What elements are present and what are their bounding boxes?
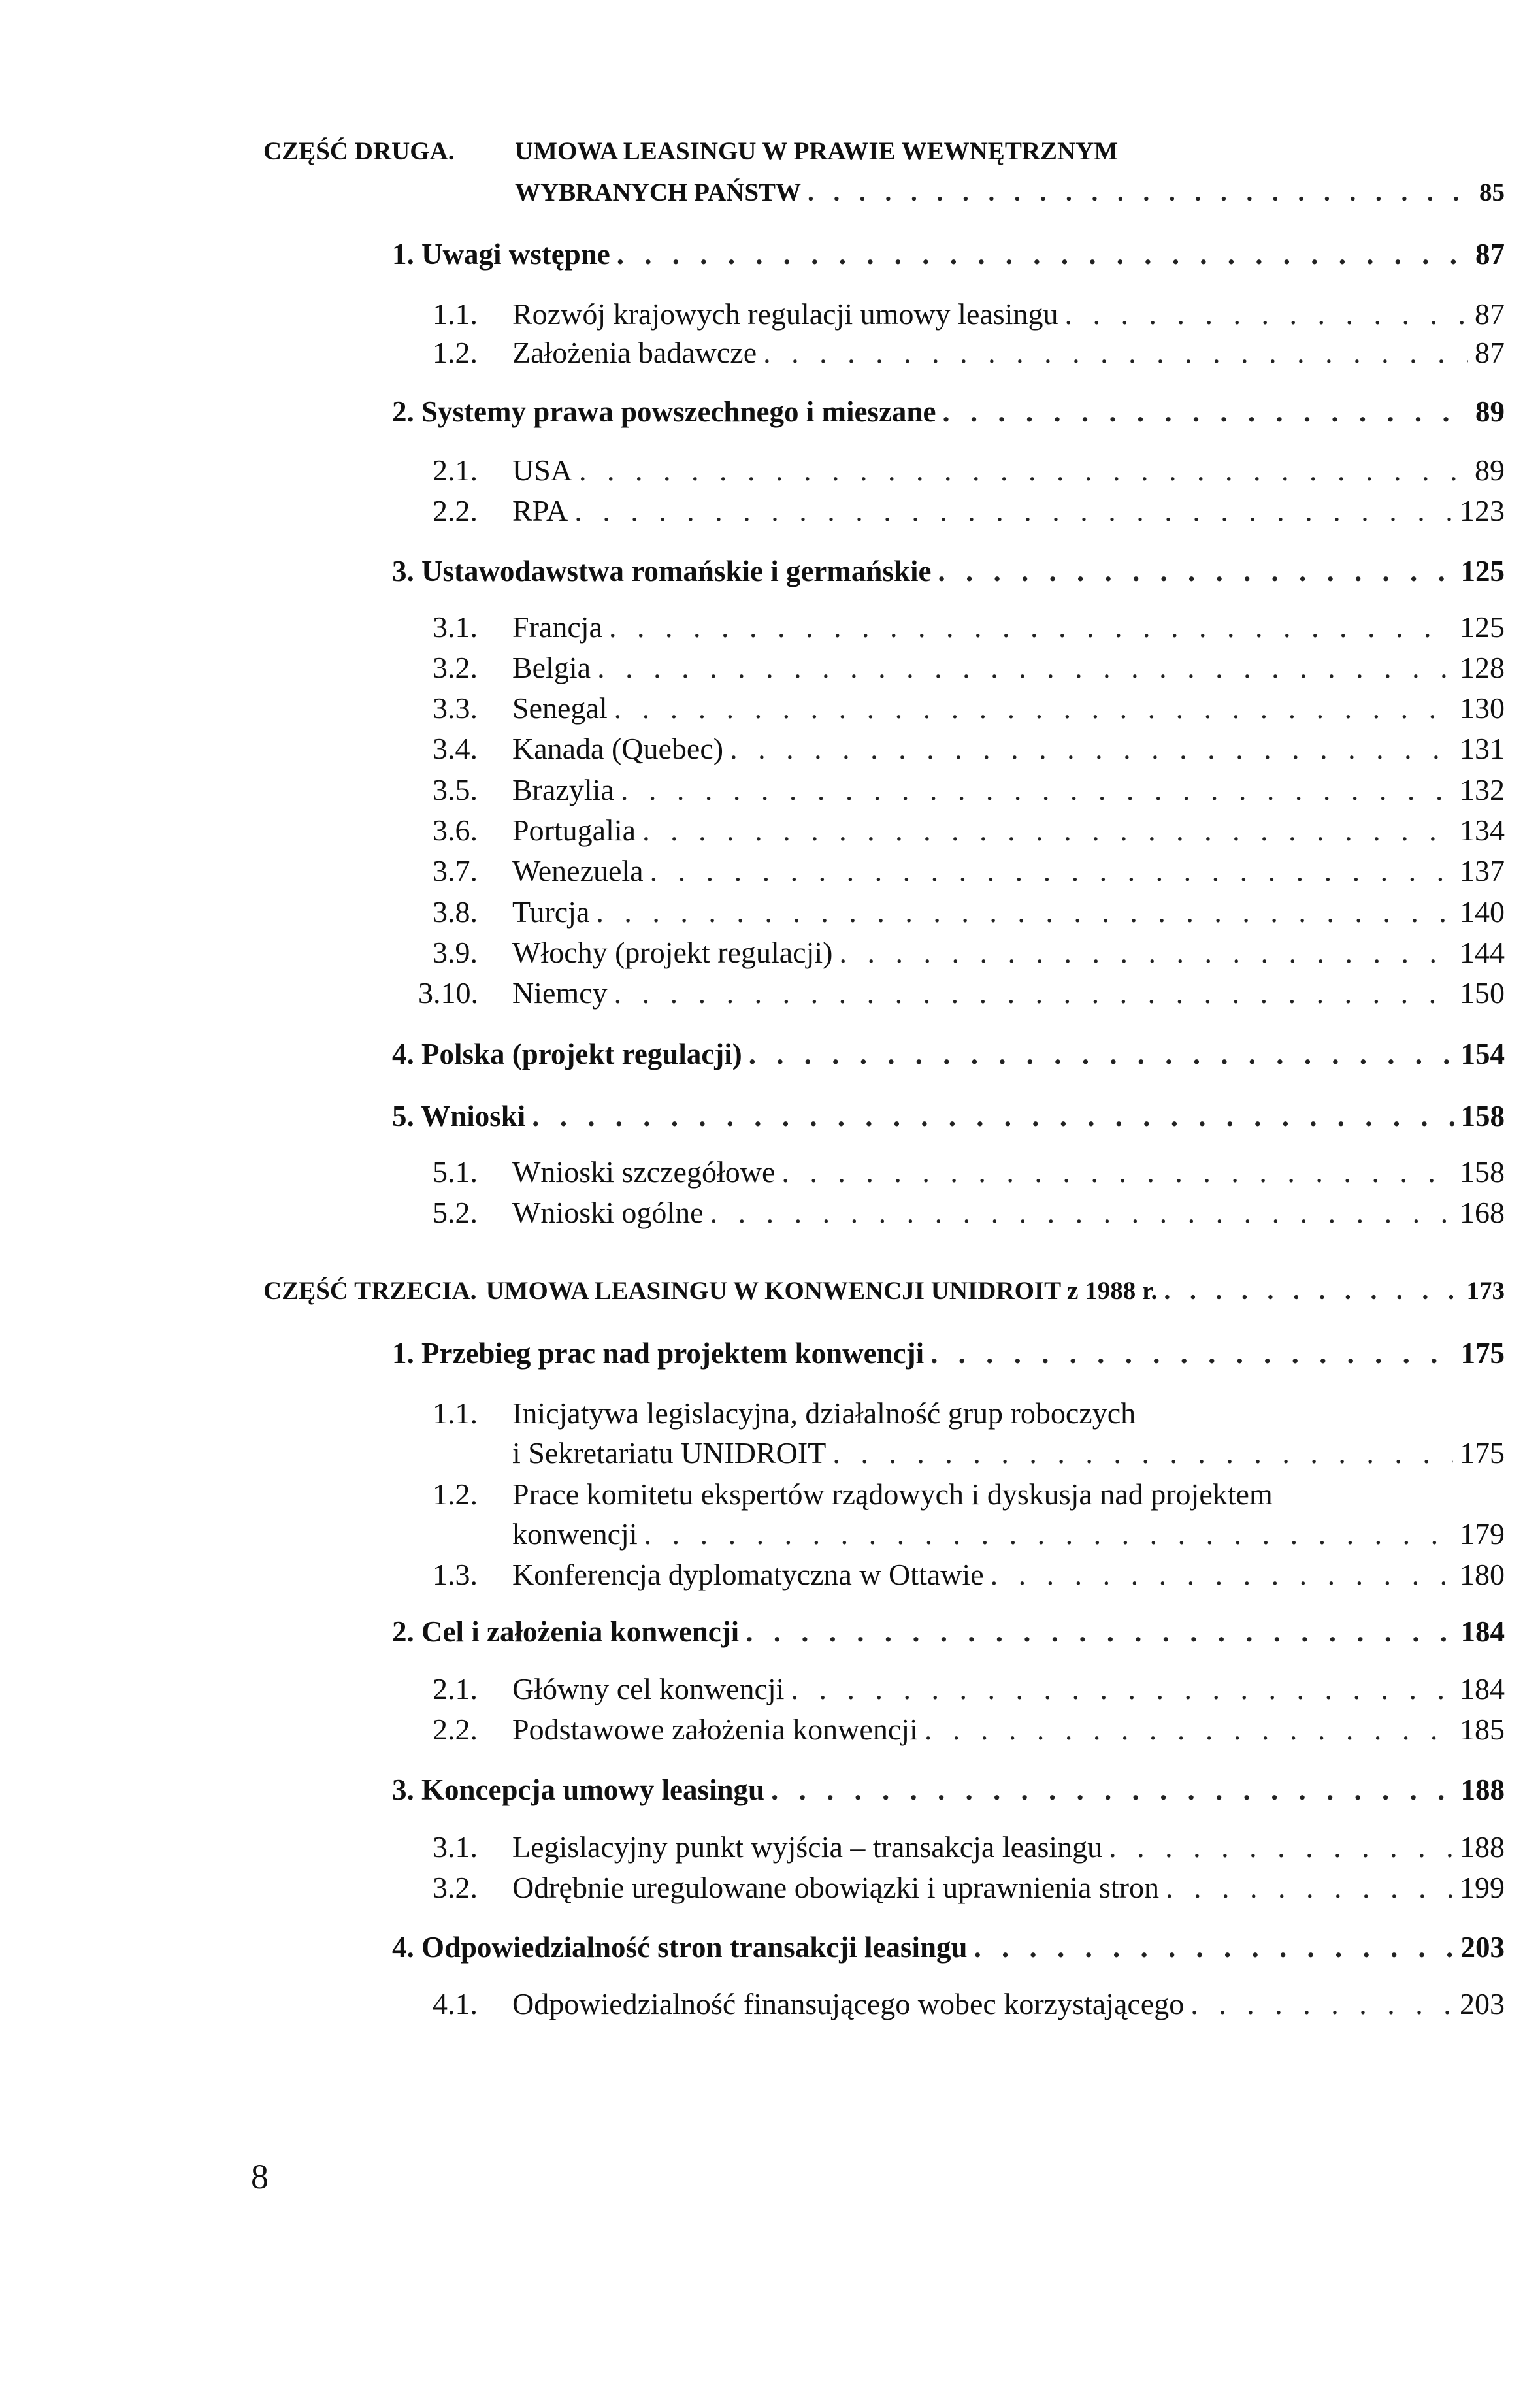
dot-leader xyxy=(1064,299,1468,329)
toc-entry-title: RPA xyxy=(512,494,568,527)
page-ref: 87 xyxy=(1475,238,1505,271)
part-two-title-line1: UMOWA LEASINGU W PRAWIE WEWNĘTRZNYM xyxy=(515,137,1119,165)
toc-entry-przebieg[interactable] xyxy=(392,1339,1505,1368)
toc-entry-title: 1. Przebieg prac nad projektem konwencji xyxy=(392,1337,925,1370)
toc-entry-title-continued: konwencji xyxy=(512,1517,638,1551)
dot-leader xyxy=(991,1560,1453,1590)
dot-leader xyxy=(925,1715,1453,1745)
toc-entry-p3-3-1[interactable] xyxy=(433,1832,1505,1862)
page-ref: 173 xyxy=(1466,1277,1505,1305)
part-three-label: CZĘŚĆ TRZECIA. xyxy=(263,1277,477,1305)
dot-leader xyxy=(1109,1832,1453,1862)
toc-entry-title: Odrębnie uregulowane obowiązki i uprawnienia stron xyxy=(512,1871,1159,1904)
toc-entry-title: Portugalia xyxy=(512,814,636,847)
page-ref: 125 xyxy=(1460,555,1505,587)
part-two-title-line2: WYBRANYCH PAŃSTW xyxy=(515,178,802,206)
page-ref: 144 xyxy=(1460,936,1505,969)
toc-entry-title: 4. Odpowiedzialność stron transakcji leasingu xyxy=(392,1931,968,1964)
page-number: 8 xyxy=(251,2157,269,2196)
entry-number: 2.1. xyxy=(433,453,478,487)
dot-leader xyxy=(617,240,1469,269)
toc-entry-p3-1-2-line1[interactable] xyxy=(433,1479,1505,1509)
dot-leader xyxy=(791,1674,1453,1704)
toc-entry-title: Belgia xyxy=(512,651,591,684)
part-three-heading[interactable] xyxy=(263,1278,1505,1304)
entry-number: 1.3. xyxy=(433,1558,478,1591)
entry-number: 3.4. xyxy=(433,732,478,765)
toc-entry-p3-1-2-line2[interactable] xyxy=(512,1519,1505,1549)
toc-entry-title: 2. Systemy prawa powszechnego i mieszane xyxy=(392,395,936,428)
entry-number: 5.2. xyxy=(433,1196,478,1229)
toc-entry-title: Senegal xyxy=(512,691,608,725)
page-ref: 131 xyxy=(1460,732,1505,765)
toc-entry-2-2[interactable] xyxy=(433,496,1505,526)
page-ref: 158 xyxy=(1460,1100,1505,1132)
toc-entry-3-4[interactable] xyxy=(433,734,1505,764)
toc-entry-3-6[interactable] xyxy=(433,816,1505,846)
dot-leader xyxy=(930,1339,1454,1368)
page-ref: 180 xyxy=(1460,1558,1505,1591)
dot-leader xyxy=(642,816,1453,846)
part-two-label: CZĘŚĆ DRUGA. xyxy=(263,137,455,165)
toc-entry-title: 4. Polska (projekt regulacji) xyxy=(392,1038,742,1070)
toc-entry-title: Wnioski szczegółowe xyxy=(512,1155,776,1189)
page-ref: 89 xyxy=(1475,395,1505,428)
toc-entry-3-2[interactable] xyxy=(433,653,1505,683)
toc-entry-3-1[interactable] xyxy=(433,612,1505,642)
toc-entry-p3-1-3[interactable] xyxy=(433,1560,1505,1590)
toc-entry-title: Turcja xyxy=(512,895,590,929)
page-ref: 199 xyxy=(1460,1871,1505,1904)
toc-entry-3-5[interactable] xyxy=(433,775,1505,805)
entry-number: 4.1. xyxy=(433,1987,478,2020)
page-ref: 85 xyxy=(1479,178,1505,206)
entry-number: 3.3. xyxy=(433,691,478,725)
toc-entry-title: Włochy (projekt regulacji) xyxy=(512,936,833,969)
toc-entry-5-1[interactable] xyxy=(433,1157,1505,1187)
toc-entry-title: Główny cel konwencji xyxy=(512,1672,785,1705)
page-ref: 123 xyxy=(1460,494,1505,527)
toc-entry-p3-3-2[interactable] xyxy=(433,1873,1505,1903)
toc-entry-title: 5. Wnioski xyxy=(392,1100,526,1132)
entry-number: 1.1. xyxy=(433,1396,478,1430)
page-ref: 185 xyxy=(1460,1713,1505,1746)
page-ref: 128 xyxy=(1460,651,1505,684)
toc-entry-title: Wnioski ogólne xyxy=(512,1196,704,1229)
page-ref: 130 xyxy=(1460,691,1505,725)
page-ref: 132 xyxy=(1460,773,1505,806)
dot-leader xyxy=(808,180,1473,205)
page-ref: 188 xyxy=(1460,1773,1505,1806)
dot-leader xyxy=(574,496,1453,526)
toc-entry-title: Założenia badawcze xyxy=(512,336,757,369)
toc-entry-odpowiedzialnosc[interactable] xyxy=(392,1933,1505,1962)
entry-number: 3.6. xyxy=(433,814,478,847)
toc-entry-3-7[interactable] xyxy=(433,856,1505,886)
toc-entry-title: 3. Ustawodawstwa romańskie i germańskie xyxy=(392,555,932,587)
toc-entry-title: Konferencja dyplomatyczna w Ottawie xyxy=(512,1558,984,1591)
entry-number: 3.7. xyxy=(433,854,478,887)
entry-number: 1.2. xyxy=(433,1477,478,1511)
toc-entry-p3-2-1[interactable] xyxy=(433,1674,1505,1704)
dot-leader xyxy=(621,775,1453,805)
dot-leader xyxy=(781,1157,1453,1187)
toc-entry-title: 2. Cel i założenia konwencji xyxy=(392,1615,740,1648)
entry-number: 1.1. xyxy=(433,297,478,331)
page-ref: 87 xyxy=(1475,336,1505,369)
page-ref: 203 xyxy=(1460,1987,1505,2020)
dot-leader xyxy=(579,455,1468,486)
page-ref: 154 xyxy=(1460,1038,1505,1070)
page-ref: 184 xyxy=(1460,1615,1505,1648)
dot-leader xyxy=(710,1198,1453,1228)
toc-entry-3-9[interactable] xyxy=(433,938,1505,968)
page-ref: 89 xyxy=(1475,453,1505,487)
page-ref: 175 xyxy=(1460,1337,1505,1370)
dot-leader xyxy=(832,1438,1453,1468)
toc-entry-title: 3. Koncepcja umowy leasingu xyxy=(392,1773,765,1806)
toc-entry-title: Podstawowe założenia konwencji xyxy=(512,1713,918,1746)
toc-entry-title: Odpowiedzialność finansującego wobec korzystającego xyxy=(512,1987,1185,2020)
dot-leader xyxy=(771,1775,1454,1805)
toc-entry-3-10[interactable] xyxy=(418,978,1505,1008)
dot-leader xyxy=(1190,1989,1453,2019)
page-ref: 87 xyxy=(1475,297,1505,331)
entry-number: 2.1. xyxy=(433,1672,478,1705)
dot-leader xyxy=(749,1040,1454,1069)
toc-entry-title: Niemcy xyxy=(512,976,608,1010)
dot-leader xyxy=(597,653,1453,683)
toc-entry-title: 1. Uwagi wstępne xyxy=(392,238,610,271)
page-ref: 158 xyxy=(1460,1155,1505,1189)
dot-leader xyxy=(609,612,1453,642)
entry-number: 3.8. xyxy=(433,895,478,929)
toc-entry-polska[interactable] xyxy=(392,1040,1505,1069)
toc-entry-systemy[interactable] xyxy=(392,397,1505,427)
toc-entry-2-1[interactable] xyxy=(433,455,1505,486)
toc-entry-title: Wenezuela xyxy=(512,854,644,887)
entry-number: 3.10. xyxy=(418,976,478,1010)
toc-entry-1-2[interactable] xyxy=(433,338,1505,368)
dot-leader xyxy=(974,1933,1454,1962)
dot-leader xyxy=(644,1519,1453,1549)
toc-entry-title: Francja xyxy=(512,610,602,644)
toc-entry-3-3[interactable] xyxy=(433,693,1505,723)
toc-entry-wnioski[interactable] xyxy=(392,1102,1505,1131)
dot-leader xyxy=(763,338,1468,368)
page-ref: 134 xyxy=(1460,814,1505,847)
toc-entry-uwagi[interactable] xyxy=(392,240,1505,269)
entry-number: 3.2. xyxy=(433,651,478,684)
entry-number: 3.1. xyxy=(433,610,478,644)
dot-leader xyxy=(1164,1278,1460,1304)
dot-leader xyxy=(614,978,1453,1008)
entry-number: 3.5. xyxy=(433,773,478,806)
entry-number: 2.2. xyxy=(433,1713,478,1746)
page-ref: 179 xyxy=(1460,1517,1505,1551)
dot-leader xyxy=(614,693,1453,723)
toc-entry-title: Inicjatywa legislacyjna, działalność grup roboczych xyxy=(512,1396,1136,1430)
part-two-title-row[interactable] xyxy=(515,180,1505,205)
toc-entry-p3-4-1[interactable] xyxy=(433,1989,1505,2019)
page-ref: 175 xyxy=(1460,1436,1505,1470)
dot-leader xyxy=(745,1617,1454,1647)
toc-entry-title: Brazylia xyxy=(512,773,614,806)
entry-number: 1.2. xyxy=(433,336,478,369)
page-ref: 184 xyxy=(1460,1672,1505,1705)
dot-leader xyxy=(730,734,1453,764)
page-ref: 150 xyxy=(1460,976,1505,1010)
dot-leader xyxy=(650,856,1453,886)
toc-entry-title: Rozwój krajowych regulacji umowy leasingu xyxy=(512,297,1058,331)
dot-leader xyxy=(596,897,1453,927)
dot-leader xyxy=(942,397,1469,427)
toc-entry-cel[interactable] xyxy=(392,1617,1505,1647)
entry-number: 3.2. xyxy=(433,1871,478,1904)
toc-entry-p3-1-1-line2[interactable] xyxy=(512,1438,1505,1468)
toc-entry-5-2[interactable] xyxy=(433,1198,1505,1228)
entry-number: 3.1. xyxy=(433,1830,478,1864)
toc-entry-title: USA xyxy=(512,453,573,487)
dot-leader xyxy=(532,1102,1454,1131)
page-ref: 140 xyxy=(1460,895,1505,929)
toc-entry-title: Prace komitetu ekspertów rządowych i dyskusja nad projektem xyxy=(512,1477,1273,1511)
toc-entry-title: Kanada (Quebec) xyxy=(512,732,724,765)
dot-leader xyxy=(839,938,1453,968)
toc-entry-koncepcja[interactable] xyxy=(392,1775,1505,1805)
entry-number: 2.2. xyxy=(433,494,478,527)
page-ref: 125 xyxy=(1460,610,1505,644)
entry-number: 5.1. xyxy=(433,1155,478,1189)
toc-entry-title: Legislacyjny punkt wyjścia – transakcja leasingu xyxy=(512,1830,1103,1864)
part-three-title: UMOWA LEASINGU W KONWENCJI UNIDROIT z 1988 r. xyxy=(485,1277,1158,1305)
page-ref: 168 xyxy=(1460,1196,1505,1229)
dot-leader xyxy=(1166,1873,1453,1903)
page-ref: 188 xyxy=(1460,1830,1505,1864)
toc-entry-title-continued: i Sekretariatu UNIDROIT xyxy=(512,1436,827,1470)
page-ref: 137 xyxy=(1460,854,1505,887)
toc-entry-p3-1-1-line1[interactable] xyxy=(433,1398,1505,1428)
toc-entry-3-8[interactable] xyxy=(433,897,1505,927)
page-ref: 203 xyxy=(1460,1931,1505,1964)
toc-entry-p3-2-2[interactable] xyxy=(433,1715,1505,1745)
toc-entry-ustawodawstwa[interactable] xyxy=(392,557,1505,586)
entry-number: 3.9. xyxy=(433,936,478,969)
toc-entry-1-1[interactable] xyxy=(433,299,1505,329)
dot-leader xyxy=(938,557,1454,586)
